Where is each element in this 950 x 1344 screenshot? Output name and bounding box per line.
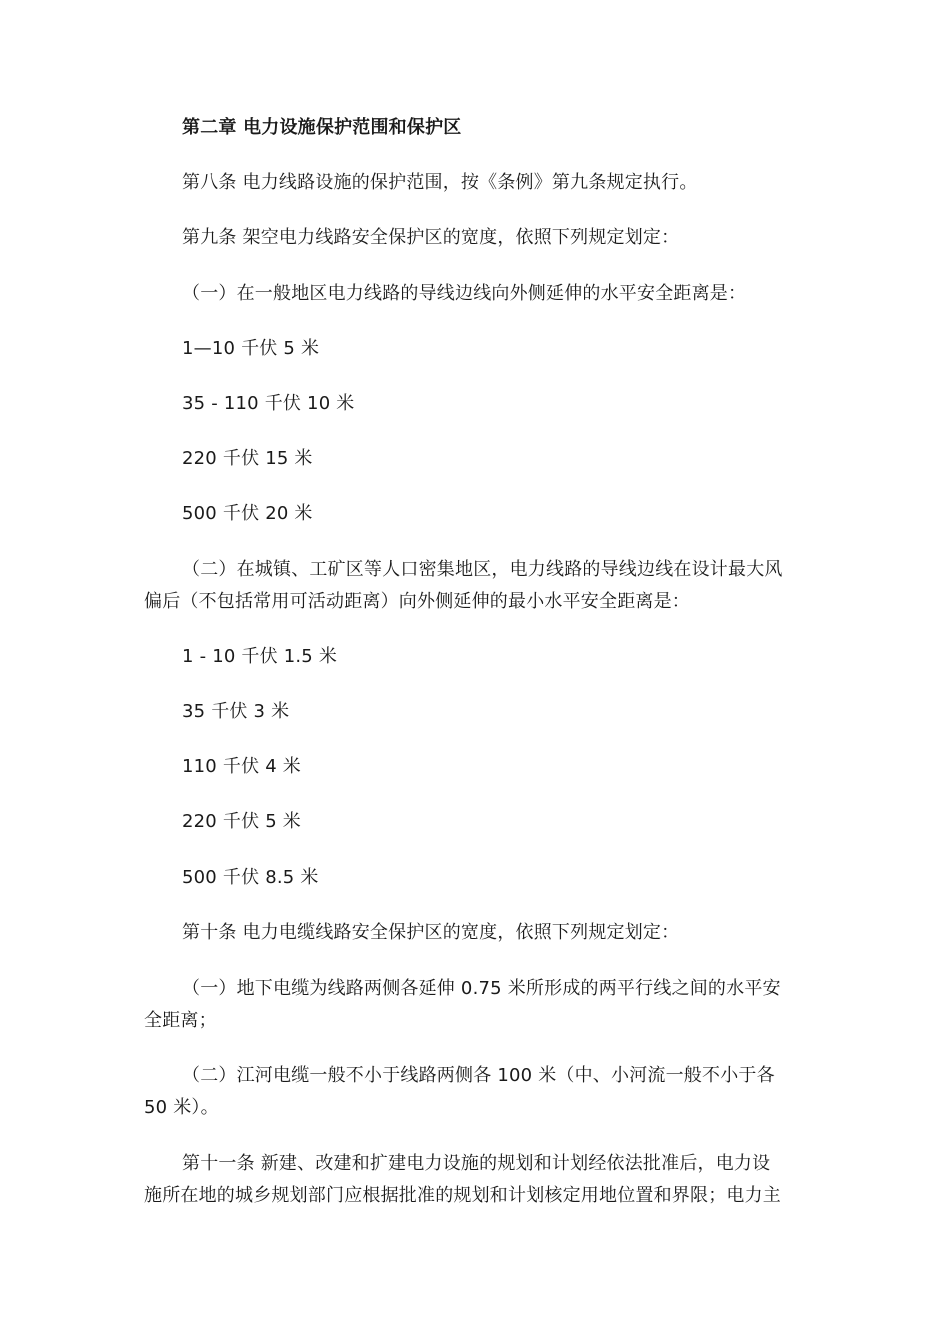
article-8: 第八条 电力线路设施的保护范围，按《条例》第九条规定执行。 <box>182 172 698 193</box>
article-10-clause-1-line-1: （一）地下电缆为线路两侧各延伸 0.75 米所形成的两平行线之间的水平安 <box>182 978 781 999</box>
list-item: 1—10 千伏 5 米 <box>182 338 320 359</box>
article-9-clause-1: （一）在一般地区电力线路的导线边线向外侧延伸的水平安全距离是： <box>182 283 747 304</box>
chapter-heading: 第二章 电力设施保护范围和保护区 <box>182 117 462 138</box>
list-item: 1 - 10 千伏 1.5 米 <box>182 646 338 667</box>
article-9-clause-2-line-1: （二）在城镇、工矿区等人口密集地区，电力线路的导线边线在设计最大风 <box>182 559 783 580</box>
article-10-clause-1-line-2: 全距离； <box>144 1010 217 1031</box>
article-11-line-2: 施所在地的城乡规划部门应根据批准的规划和计划核定用地位置和界限；电力主 <box>144 1185 781 1206</box>
list-item: 220 千伏 15 米 <box>182 448 313 469</box>
article-10: 第十条 电力电缆线路安全保护区的宽度，依照下列规定划定： <box>182 922 680 943</box>
list-item: 500 千伏 8.5 米 <box>182 867 319 888</box>
article-9-clause-2-line-2: 偏后（不包括常用可活动距离）向外侧延伸的最小水平安全距离是： <box>144 591 690 612</box>
list-item: 35 - 110 千伏 10 米 <box>182 393 355 414</box>
list-item: 110 千伏 4 米 <box>182 756 301 777</box>
article-9: 第九条 架空电力线路安全保护区的宽度，依照下列规定划定： <box>182 227 680 248</box>
list-item: 35 千伏 3 米 <box>182 701 290 722</box>
article-10-clause-2-line-2: 50 米）。 <box>144 1097 219 1118</box>
list-item: 500 千伏 20 米 <box>182 503 313 524</box>
article-10-clause-2-line-1: （二）江河电缆一般不小于线路两侧各 100 米（中、小河流一般不小于各 <box>182 1065 775 1086</box>
article-11-line-1: 第十一条 新建、改建和扩建电力设施的规划和计划经依法批准后，电力设 <box>182 1153 771 1174</box>
list-item: 220 千伏 5 米 <box>182 811 301 832</box>
